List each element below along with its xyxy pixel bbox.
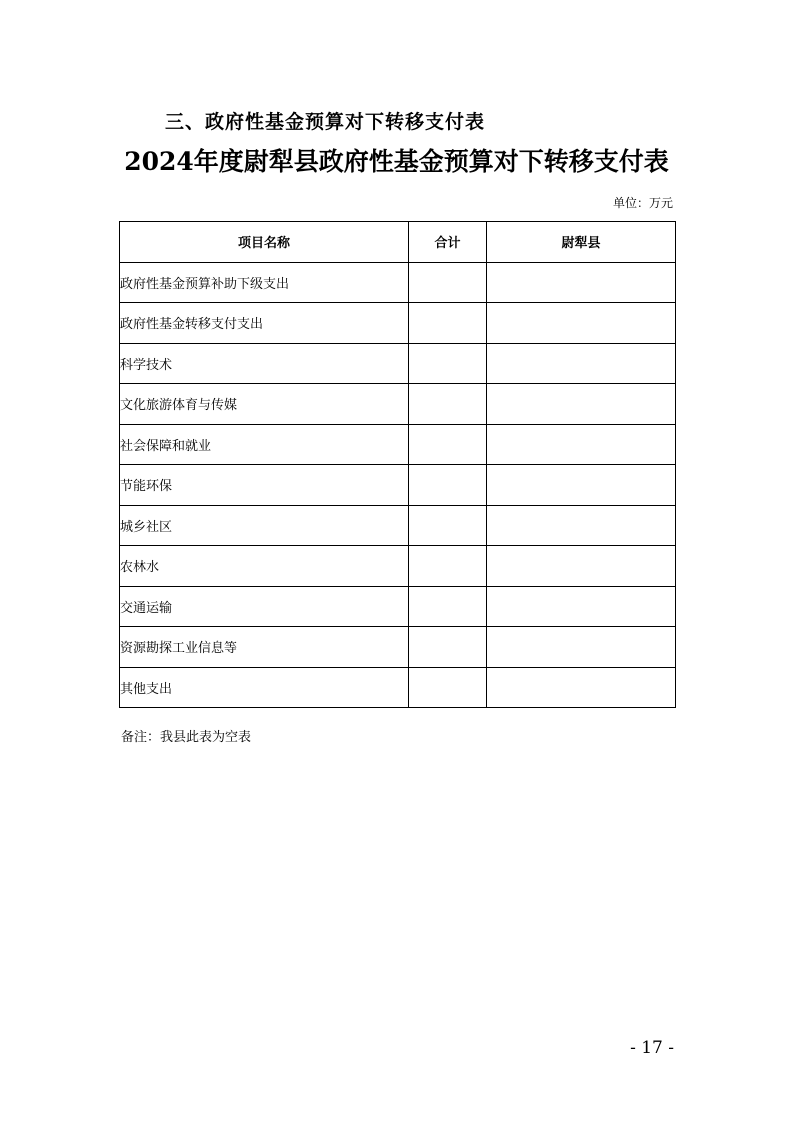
row-item-name: 农林水	[120, 546, 409, 587]
row-county	[487, 343, 676, 384]
table-header-row	[120, 222, 676, 263]
page-number: - 17 -	[630, 1038, 674, 1058]
table-row	[120, 262, 676, 303]
section-heading: 三、政府性基金预算对下转移支付表	[165, 111, 486, 133]
table-row	[120, 546, 676, 587]
table-row	[120, 384, 676, 425]
row-total	[409, 262, 487, 303]
row-total	[409, 505, 487, 546]
header-item-name: 项目名称	[120, 222, 409, 263]
row-total	[409, 384, 487, 425]
header-total: 合计	[409, 222, 487, 263]
table-row	[120, 586, 676, 627]
row-item-name: 节能环保	[120, 465, 409, 506]
table-row	[120, 424, 676, 465]
row-county	[487, 424, 676, 465]
row-county	[487, 586, 676, 627]
row-county	[487, 303, 676, 344]
row-total	[409, 465, 487, 506]
row-item-name: 资源勘探工业信息等	[120, 627, 409, 668]
table-row	[120, 465, 676, 506]
row-county	[487, 546, 676, 587]
row-total	[409, 303, 487, 344]
table-row	[120, 505, 676, 546]
row-item-name: 政府性基金转移支付支出	[120, 303, 409, 344]
row-county	[487, 627, 676, 668]
row-county	[487, 505, 676, 546]
row-county	[487, 465, 676, 506]
row-item-name: 其他支出	[120, 667, 409, 708]
row-county	[487, 667, 676, 708]
row-total	[409, 627, 487, 668]
row-total	[409, 586, 487, 627]
transfer-payment-table	[119, 221, 676, 708]
row-total	[409, 546, 487, 587]
row-total	[409, 424, 487, 465]
table-row	[120, 343, 676, 384]
table-note: 备注：我县此表为空表	[121, 730, 252, 745]
row-item-name: 交通运输	[120, 586, 409, 627]
row-item-name: 政府性基金预算补助下级支出	[120, 262, 409, 303]
table-row	[120, 303, 676, 344]
row-item-name: 城乡社区	[120, 505, 409, 546]
page-title: 2024年度尉犁县政府性基金预算对下转移支付表	[124, 147, 669, 176]
row-county	[487, 384, 676, 425]
row-county	[487, 262, 676, 303]
row-item-name: 社会保障和就业	[120, 424, 409, 465]
table-row	[120, 627, 676, 668]
header-county: 尉犁县	[487, 222, 676, 263]
row-item-name: 文化旅游体育与传媒	[120, 384, 409, 425]
unit-label: 单位：万元	[612, 196, 673, 210]
row-item-name: 科学技术	[120, 343, 409, 384]
row-total	[409, 343, 487, 384]
row-total	[409, 667, 487, 708]
table-row	[120, 667, 676, 708]
